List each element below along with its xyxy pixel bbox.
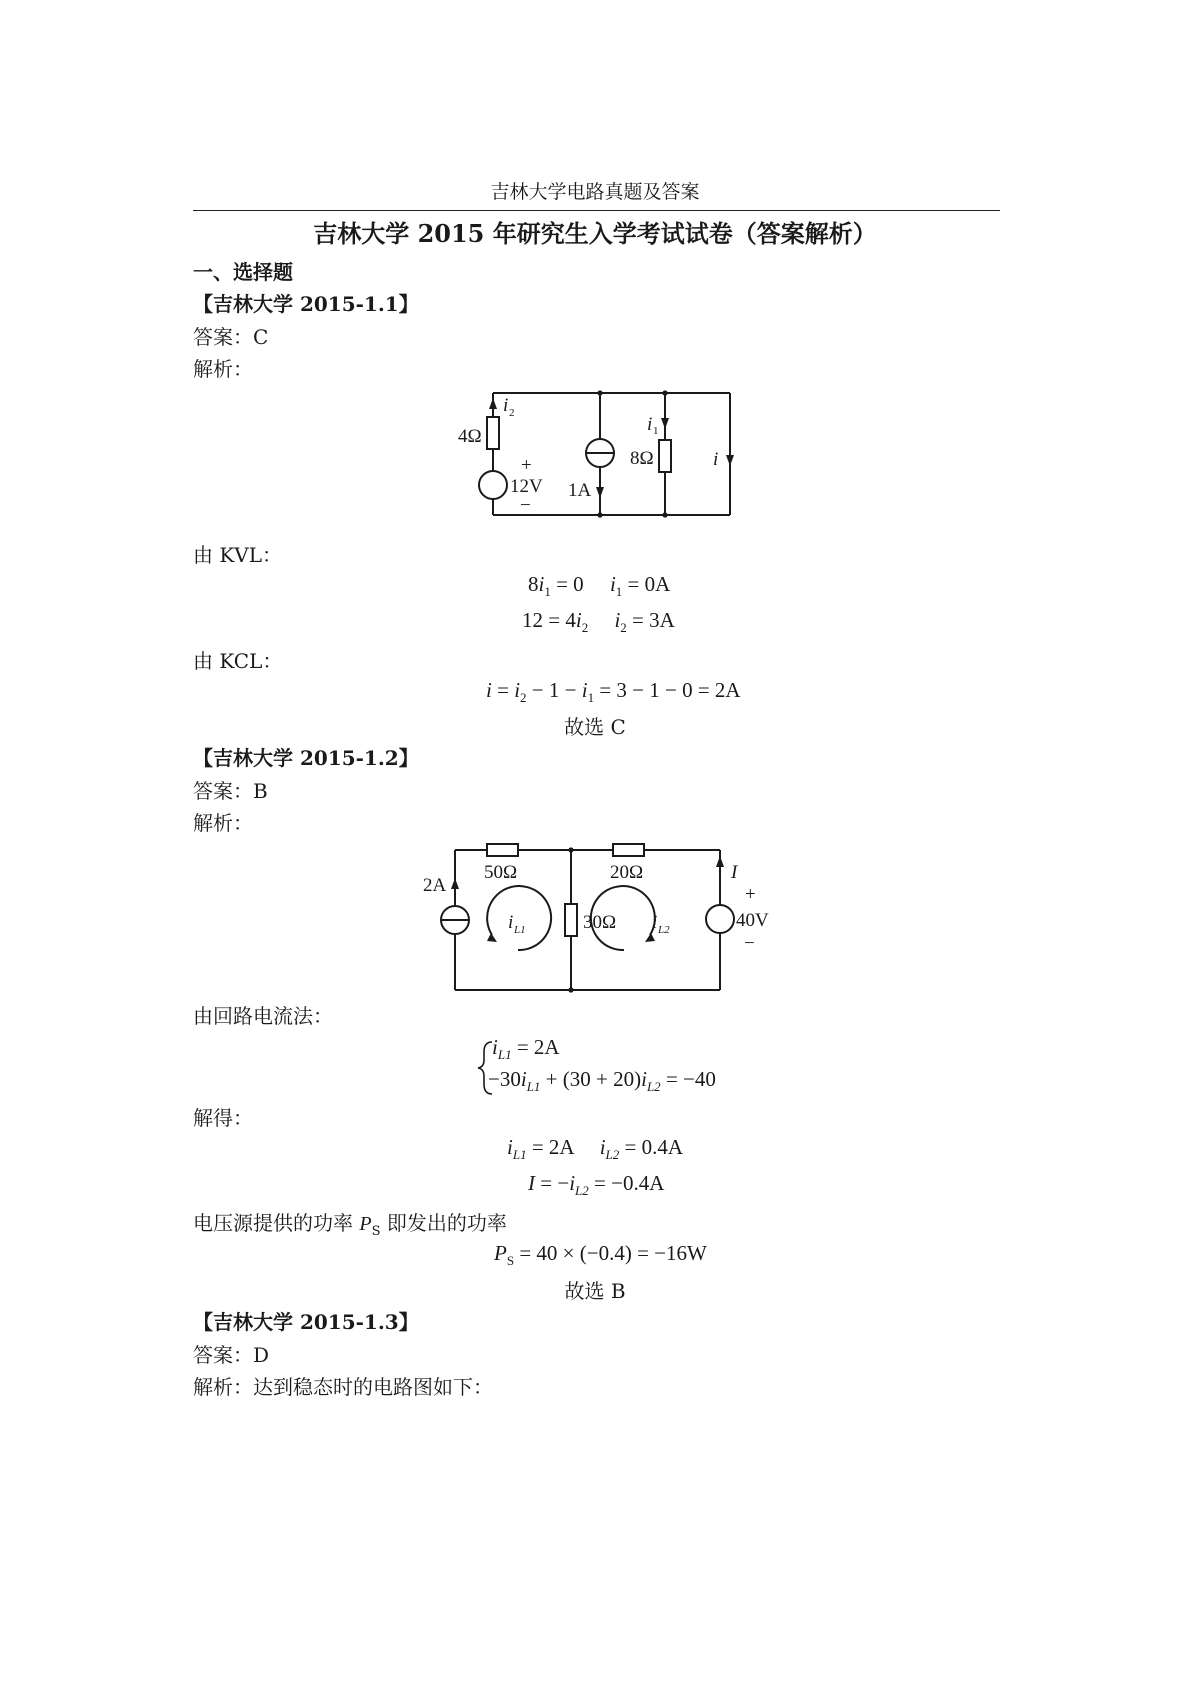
q3-answer: 答案：D — [193, 1343, 270, 1367]
running-header: 吉林大学电路真题及答案 — [490, 181, 700, 203]
q1-label-i: i — [713, 449, 719, 470]
q1-kcl-label: 由 KCL： — [193, 649, 283, 673]
q2-resistor-20ohm — [613, 844, 644, 856]
q1-label-plus: + — [521, 455, 532, 476]
q2-label-plus: + — [745, 884, 756, 905]
q2-label-40v: 40V — [736, 910, 769, 931]
q3-label: 【吉林大学 2015-1.3】 — [193, 1310, 419, 1334]
q2-resistor-30ohm — [565, 904, 577, 936]
q1-label-4ohm: 4Ω — [458, 426, 482, 447]
q2-label-2a: 2A — [423, 875, 447, 896]
q2-loop-il1 — [487, 886, 551, 950]
q1-label-i1: i — [647, 414, 653, 435]
q2-loop-label: 由回路电流法： — [193, 1004, 333, 1028]
section-heading: 一、选择题 — [193, 260, 293, 284]
q1-answer: 答案：C — [193, 325, 269, 349]
q2-resistor-50ohm — [487, 844, 518, 856]
q1-label-1a: 1A — [568, 480, 592, 501]
q1-eq-kcl: $i = i_2 - 1 - i_1 = 3 - 1 - 0 = 2A$ — [486, 678, 741, 705]
q1-label-i2: i — [503, 395, 509, 416]
q1-kvl-label: 由 KVL： — [193, 543, 283, 567]
q2-label-il2-sub: L2 — [658, 924, 670, 936]
q2-label-50ohm: 50Ω — [484, 862, 518, 883]
q2-label-il1-sub: L1 — [514, 924, 526, 936]
q2-eq-power: $P_S = 40 \times (-0.4) = -16W$ — [494, 1241, 707, 1268]
q2-voltage-source — [706, 905, 734, 933]
q1-eq-kvl-2: $12 = 4i_2$ $i_2 = 3A$ — [522, 608, 675, 635]
q1-label-12v: 12V — [510, 476, 543, 497]
q2-label: 【吉林大学 2015-1.2】 — [193, 746, 419, 770]
q2-analysis-label: 解析： — [193, 811, 253, 835]
q2-label-20ohm: 20Ω — [610, 862, 644, 883]
page-title: 吉林大学 2015 年研究生入学考试试卷（答案解析） — [313, 219, 877, 248]
q1-label-i2-sub: 2 — [509, 407, 515, 419]
q1-label-minus: − — [520, 495, 531, 516]
q2-eq-solve-1: $i_{L1} = 2A$ $i_{L2} = 0.4A$ — [507, 1135, 684, 1162]
q3-analysis: 解析：达到稳态时的电路图如下： — [193, 1375, 493, 1399]
q2-power-text: 电压源提供的功率 $P_S$ 即发出的功率 — [193, 1211, 507, 1239]
q1-label-i1-sub: 1 — [653, 425, 659, 437]
q2-label-I: I — [731, 862, 738, 883]
q1-analysis-label: 解析： — [193, 357, 253, 381]
q2-eq-loop-2: $-30i_{L1} + (30 + 20)i_{L2} = -40$ — [488, 1067, 716, 1094]
q2-eq-loop-1: $i_{L1} = 2A$ — [492, 1035, 560, 1062]
q2-label-il2: i — [652, 912, 658, 933]
q1-conclusion: 故选 C — [564, 715, 626, 739]
q2-conclusion: 故选 B — [564, 1279, 626, 1303]
q1-label-8ohm: 8Ω — [630, 448, 654, 469]
q2-solve-label: 解得： — [193, 1106, 253, 1130]
q1-eq-kvl-1: $8i_1 = 0$ $i_1 = 0A$ — [528, 572, 671, 599]
q1-label: 【吉林大学 2015-1.1】 — [193, 292, 419, 316]
q2-label-il1: i — [508, 912, 514, 933]
q2-eq-solve-2: $I = -i_{L2} = -0.4A$ — [528, 1171, 665, 1198]
q2-label-30ohm: 30Ω — [583, 912, 617, 933]
q2-label-minus: − — [744, 933, 755, 954]
q2-answer: 答案：B — [193, 779, 268, 803]
